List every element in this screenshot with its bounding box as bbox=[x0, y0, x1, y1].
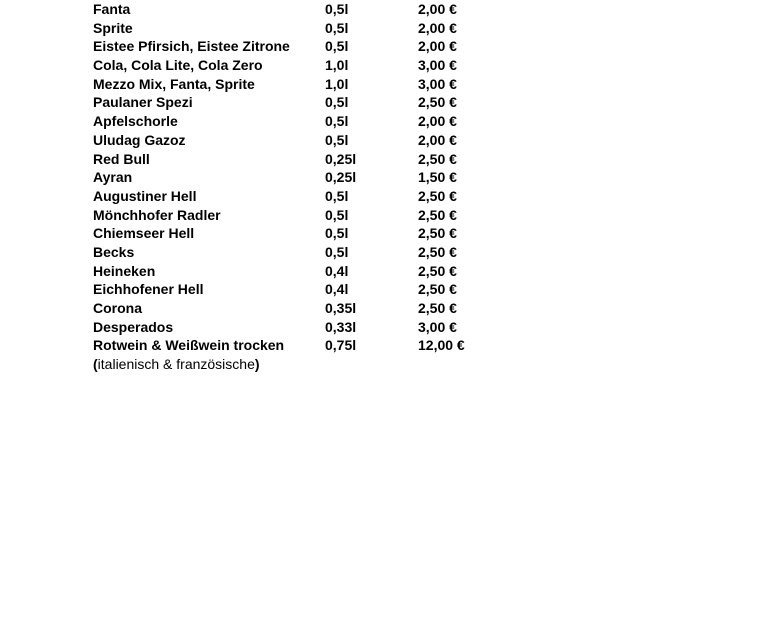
drink-name: Ayran bbox=[93, 169, 133, 186]
drink-row bbox=[93, 206, 613, 225]
drink-volume: 0,75l bbox=[325, 337, 357, 354]
drink-price: 2,50 € bbox=[418, 262, 457, 279]
drink-row bbox=[93, 299, 613, 318]
drink-price: 2,00 € bbox=[418, 113, 457, 130]
drink-price: 2,00 € bbox=[418, 19, 457, 36]
drink-price: 2,00 € bbox=[418, 38, 457, 55]
drink-volume: 0,4l bbox=[325, 262, 349, 279]
drink-row bbox=[93, 112, 613, 131]
drink-row bbox=[93, 187, 613, 206]
drink-price: 2,50 € bbox=[418, 187, 457, 204]
drink-volume: 0,5l bbox=[325, 187, 349, 204]
drink-name: Apfelschorle bbox=[93, 113, 178, 130]
wine-origin-note bbox=[93, 355, 613, 374]
drink-price: 2,50 € bbox=[418, 150, 457, 167]
drink-volume: 0,5l bbox=[325, 225, 349, 242]
drink-name: Eistee Pfirsich, Eistee Zitrone bbox=[93, 38, 290, 55]
drink-name: Desperados bbox=[93, 318, 174, 335]
drink-volume: 0,5l bbox=[325, 131, 349, 148]
drink-price: 2,50 € bbox=[418, 94, 457, 111]
drink-name: Cola, Cola Lite, Cola Zero bbox=[93, 57, 263, 74]
drink-volume: 0,35l bbox=[325, 300, 357, 316]
drink-row bbox=[93, 75, 613, 94]
drink-price: 3,00 € bbox=[418, 57, 457, 74]
drink-row bbox=[93, 93, 613, 112]
drink-row bbox=[93, 262, 613, 281]
drink-name: Rotwein & Weißwein trocken bbox=[93, 337, 285, 354]
drink-price: 3,00 € bbox=[418, 318, 457, 335]
note-text: italienisch & französische bbox=[97, 356, 255, 373]
drink-name: Paulaner Spezi bbox=[93, 94, 193, 111]
drink-price: 2,50 € bbox=[418, 281, 457, 298]
drink-name: Eichhofener Hell bbox=[93, 281, 204, 298]
drink-name: Red Bull bbox=[93, 150, 150, 167]
drink-volume: 1,0l bbox=[325, 75, 349, 92]
drink-name: Corona bbox=[93, 300, 142, 316]
drink-row bbox=[93, 19, 613, 38]
drink-price: 2,50 € bbox=[418, 225, 457, 242]
drink-name: Mönchhofer Radler bbox=[93, 206, 221, 223]
drink-volume: 0,4l bbox=[325, 281, 349, 298]
drink-name: Sprite bbox=[93, 19, 133, 36]
drink-volume: 0,5l bbox=[325, 113, 349, 130]
drink-price: 3,00 € bbox=[418, 75, 457, 92]
drink-volume: 0,5l bbox=[325, 38, 349, 55]
drink-volume: 1,0l bbox=[325, 57, 349, 74]
drink-row bbox=[93, 150, 613, 169]
drink-volume: 0,5l bbox=[325, 206, 349, 223]
drink-price-list bbox=[93, 0, 613, 374]
drink-volume: 0,5l bbox=[325, 19, 349, 36]
drink-row bbox=[93, 131, 613, 150]
drink-price: 2,50 € bbox=[418, 300, 457, 316]
drink-price: 2,00 € bbox=[418, 1, 457, 17]
drink-row bbox=[93, 0, 613, 19]
drink-name: Mezzo Mix, Fanta, Sprite bbox=[93, 75, 255, 92]
drink-volume: 0,5l bbox=[325, 94, 349, 111]
drink-name: Chiemseer Hell bbox=[93, 225, 195, 242]
drink-row bbox=[93, 56, 613, 75]
drink-price: 2,50 € bbox=[418, 206, 457, 223]
drink-volume: 0,33l bbox=[325, 318, 357, 335]
drink-name: Fanta bbox=[93, 1, 131, 17]
drink-price: 2,50 € bbox=[418, 243, 457, 260]
drink-row bbox=[93, 336, 613, 355]
drink-price: 12,00 € bbox=[418, 337, 465, 354]
note-open-paren: ( bbox=[93, 356, 98, 373]
drink-volume: 0,5l bbox=[325, 243, 349, 260]
drink-row bbox=[93, 168, 613, 187]
drink-row bbox=[93, 280, 613, 299]
drink-volume: 0,5l bbox=[325, 1, 349, 17]
drink-price: 1,50 € bbox=[418, 169, 457, 186]
drink-row bbox=[93, 318, 613, 337]
note-close-paren: ) bbox=[254, 356, 260, 373]
drink-name: Uludag Gazoz bbox=[93, 131, 186, 148]
drink-volume: 0,25l bbox=[325, 150, 357, 167]
drink-name: Heineken bbox=[93, 262, 156, 279]
drink-row bbox=[93, 224, 613, 243]
drink-name: Becks bbox=[93, 243, 135, 260]
drink-row bbox=[93, 243, 613, 262]
drink-price: 2,00 € bbox=[418, 131, 457, 148]
drink-name: Augustiner Hell bbox=[93, 187, 197, 204]
drink-row bbox=[93, 37, 613, 56]
drink-volume: 0,25l bbox=[325, 169, 357, 186]
